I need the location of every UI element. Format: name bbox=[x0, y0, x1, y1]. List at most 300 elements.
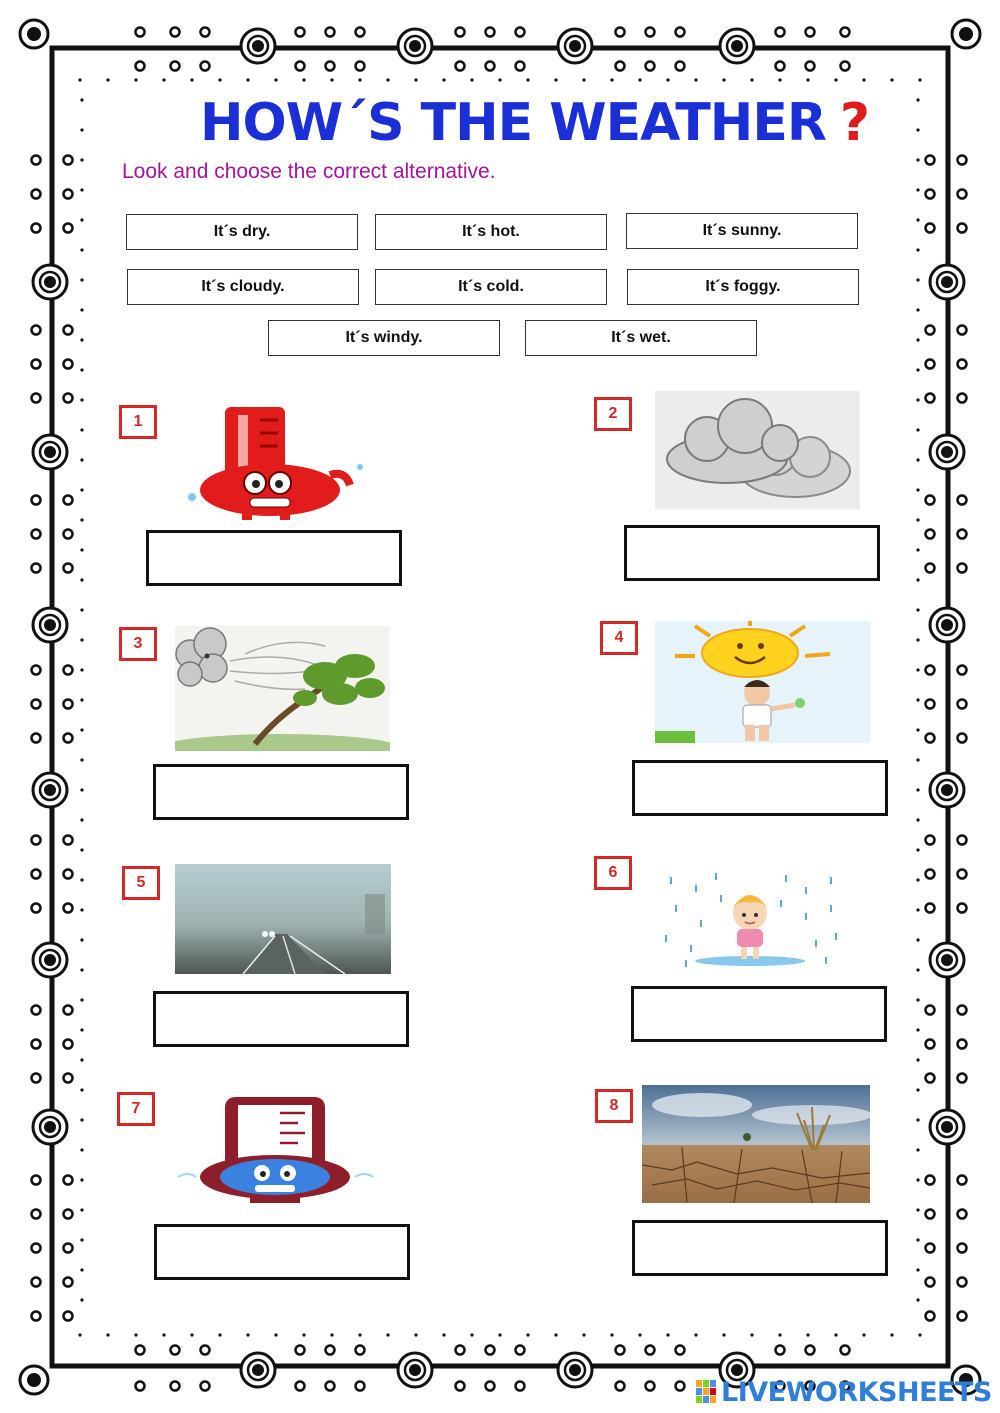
border-dot bbox=[676, 28, 685, 37]
border-dot bbox=[916, 698, 919, 701]
border-dot bbox=[274, 78, 277, 81]
border-eye bbox=[569, 1364, 581, 1376]
watermark-text: LIVEWORKSHEETS bbox=[721, 1376, 992, 1408]
border-dot bbox=[32, 666, 41, 675]
border-dot bbox=[778, 78, 781, 81]
border-dot bbox=[638, 1333, 641, 1336]
border-dot bbox=[958, 156, 967, 165]
border-dot bbox=[32, 530, 41, 539]
border-dot bbox=[498, 1333, 501, 1336]
option-windy: It´s windy. bbox=[268, 320, 500, 356]
border-dot bbox=[64, 360, 73, 369]
answer-box[interactable] bbox=[632, 760, 888, 816]
border-dot bbox=[841, 28, 850, 37]
border-dot bbox=[80, 1298, 83, 1301]
border-dot bbox=[80, 1118, 83, 1121]
border-dot bbox=[676, 62, 685, 71]
border-dot bbox=[916, 278, 919, 281]
border-dot bbox=[326, 28, 335, 37]
border-dot bbox=[916, 248, 919, 251]
border-dot bbox=[750, 78, 753, 81]
border-dot bbox=[958, 904, 967, 913]
option-hot: It´s hot. bbox=[375, 214, 607, 250]
border-dot bbox=[414, 78, 417, 81]
border-dot bbox=[80, 308, 83, 311]
item-number: 2 bbox=[594, 397, 632, 431]
border-dot bbox=[64, 1074, 73, 1083]
border-dot bbox=[958, 734, 967, 743]
border-dot bbox=[916, 398, 919, 401]
border-dot bbox=[64, 326, 73, 335]
border-dot bbox=[916, 908, 919, 911]
border-dot bbox=[958, 564, 967, 573]
border-eye bbox=[252, 40, 264, 52]
border-dot bbox=[958, 1278, 967, 1287]
border-dot bbox=[64, 224, 73, 233]
border-dot bbox=[80, 98, 83, 101]
border-dot bbox=[916, 758, 919, 761]
border-dot bbox=[916, 638, 919, 641]
item-number: 7 bbox=[117, 1092, 155, 1126]
border-dot bbox=[80, 1238, 83, 1241]
border-dot bbox=[862, 1333, 865, 1336]
sun-boy-icon bbox=[655, 621, 870, 743]
border-dot bbox=[32, 1074, 41, 1083]
corner-ornament bbox=[27, 1373, 41, 1387]
border-dot bbox=[80, 728, 83, 731]
item-number: 6 bbox=[594, 856, 632, 890]
raindrop bbox=[690, 945, 692, 952]
answer-box[interactable] bbox=[632, 1220, 888, 1276]
border-dot bbox=[806, 62, 815, 71]
border-dot bbox=[80, 1028, 83, 1031]
border-dot bbox=[516, 1382, 525, 1391]
border-dot bbox=[916, 308, 919, 311]
border-dot bbox=[80, 668, 83, 671]
border-dot bbox=[32, 1278, 41, 1287]
border-dot bbox=[666, 1333, 669, 1336]
border-dot bbox=[386, 1333, 389, 1336]
border-dot bbox=[916, 218, 919, 221]
border-dot bbox=[64, 530, 73, 539]
border-dot bbox=[916, 128, 919, 131]
border-dot bbox=[246, 78, 249, 81]
border-dot bbox=[171, 62, 180, 71]
border-dot bbox=[862, 78, 865, 81]
border-dot bbox=[296, 1382, 305, 1391]
border-dot bbox=[201, 28, 210, 37]
border-dot bbox=[516, 28, 525, 37]
border-dot bbox=[442, 1333, 445, 1336]
raindrop bbox=[805, 913, 807, 920]
border-dot bbox=[64, 564, 73, 573]
border-dot bbox=[582, 1333, 585, 1336]
border-dot bbox=[136, 1382, 145, 1391]
border-dot bbox=[916, 1298, 919, 1301]
border-dot bbox=[776, 1346, 785, 1355]
border-dot bbox=[386, 78, 389, 81]
border-dot bbox=[554, 1333, 557, 1336]
border-dot bbox=[916, 158, 919, 161]
border-dot bbox=[916, 1268, 919, 1271]
border-dot bbox=[32, 394, 41, 403]
border-dot bbox=[302, 78, 305, 81]
border-dot bbox=[616, 62, 625, 71]
border-dot bbox=[610, 78, 613, 81]
border-dot bbox=[80, 1148, 83, 1151]
border-dot bbox=[926, 496, 935, 505]
border-dot bbox=[916, 848, 919, 851]
border-dot bbox=[32, 836, 41, 845]
border-dot bbox=[776, 28, 785, 37]
border-dot bbox=[926, 530, 935, 539]
border-eye bbox=[44, 954, 56, 966]
border-dot bbox=[64, 190, 73, 199]
border-dot bbox=[64, 1244, 73, 1253]
border-dot bbox=[834, 78, 837, 81]
watermark bbox=[695, 1375, 992, 1409]
answer-box[interactable] bbox=[153, 764, 409, 820]
border-dot bbox=[32, 326, 41, 335]
border-eye bbox=[44, 276, 56, 288]
border-dot bbox=[80, 278, 83, 281]
answer-box[interactable] bbox=[154, 1224, 410, 1280]
border-dot bbox=[916, 968, 919, 971]
border-eye bbox=[731, 40, 743, 52]
border-dot bbox=[926, 870, 935, 879]
border-dot bbox=[80, 698, 83, 701]
border-dot bbox=[296, 62, 305, 71]
border-dot bbox=[80, 218, 83, 221]
border-dot bbox=[32, 1210, 41, 1219]
border-eye bbox=[569, 40, 581, 52]
border-dot bbox=[646, 62, 655, 71]
border-dot bbox=[616, 1382, 625, 1391]
border-dot bbox=[646, 1346, 655, 1355]
border-dot bbox=[958, 836, 967, 845]
border-dot bbox=[916, 668, 919, 671]
border-dot bbox=[916, 1238, 919, 1241]
border-dot bbox=[841, 1346, 850, 1355]
border-dot bbox=[80, 488, 83, 491]
border-dot bbox=[356, 28, 365, 37]
border-eye bbox=[44, 784, 56, 796]
raindrop bbox=[715, 873, 717, 880]
border-eye bbox=[44, 619, 56, 631]
border-dot bbox=[676, 1346, 685, 1355]
border-dot bbox=[926, 156, 935, 165]
border-dot bbox=[486, 1346, 495, 1355]
border-dot bbox=[916, 458, 919, 461]
border-dot bbox=[201, 1346, 210, 1355]
border-dot bbox=[456, 1346, 465, 1355]
border-dot bbox=[958, 496, 967, 505]
border-dot bbox=[890, 78, 893, 81]
border-dot bbox=[841, 62, 850, 71]
border-eye bbox=[941, 276, 953, 288]
border-dot bbox=[958, 326, 967, 335]
border-dot bbox=[64, 666, 73, 675]
border-dot bbox=[926, 1074, 935, 1083]
border-dot bbox=[302, 1333, 305, 1336]
border-dot bbox=[134, 1333, 137, 1336]
border-eye bbox=[409, 1364, 421, 1376]
border-dot bbox=[78, 78, 81, 81]
border-dot bbox=[456, 62, 465, 71]
border-dot bbox=[958, 1040, 967, 1049]
border-dot bbox=[80, 1268, 83, 1271]
border-dot bbox=[32, 496, 41, 505]
border-dot bbox=[32, 904, 41, 913]
border-dot bbox=[926, 1244, 935, 1253]
border-dot bbox=[918, 78, 921, 81]
border-dot bbox=[218, 78, 221, 81]
border-dot bbox=[80, 1178, 83, 1181]
border-dot bbox=[64, 1040, 73, 1049]
raindrop bbox=[700, 920, 702, 927]
border-eye bbox=[941, 446, 953, 458]
corner-ornament bbox=[27, 27, 41, 41]
border-dot bbox=[926, 836, 935, 845]
border-dot bbox=[916, 428, 919, 431]
border-dot bbox=[958, 1176, 967, 1185]
border-dot bbox=[486, 1382, 495, 1391]
answer-box[interactable] bbox=[153, 991, 409, 1047]
liveworksheets-logo-icon bbox=[695, 1379, 717, 1405]
option-cold: It´s cold. bbox=[375, 269, 607, 305]
border-dot bbox=[926, 360, 935, 369]
border-eye bbox=[941, 619, 953, 631]
border-dot bbox=[201, 1382, 210, 1391]
border-dot bbox=[554, 78, 557, 81]
border-dot bbox=[80, 548, 83, 551]
border-dot bbox=[926, 1278, 935, 1287]
border-dot bbox=[32, 1176, 41, 1185]
border-dot bbox=[722, 1333, 725, 1336]
option-dry: It´s dry. bbox=[126, 214, 358, 250]
raindrop bbox=[805, 887, 807, 894]
border-dot bbox=[80, 998, 83, 1001]
border-dot bbox=[442, 78, 445, 81]
border-dot bbox=[64, 156, 73, 165]
border-dot bbox=[926, 394, 935, 403]
border-dot bbox=[926, 1210, 935, 1219]
border-dot bbox=[80, 398, 83, 401]
border-dot bbox=[32, 1040, 41, 1049]
border-dot bbox=[958, 666, 967, 675]
border-dot bbox=[516, 62, 525, 71]
border-dot bbox=[64, 496, 73, 505]
border-dot bbox=[201, 62, 210, 71]
item-number: 5 bbox=[122, 866, 160, 900]
border-dot bbox=[646, 28, 655, 37]
border-dot bbox=[926, 564, 935, 573]
answer-box[interactable] bbox=[624, 525, 880, 581]
border-dot bbox=[926, 904, 935, 913]
border-eye bbox=[409, 40, 421, 52]
border-dot bbox=[64, 904, 73, 913]
border-dot bbox=[80, 1058, 83, 1061]
border-dot bbox=[676, 1382, 685, 1391]
border-dot bbox=[32, 700, 41, 709]
border-dot bbox=[162, 1333, 165, 1336]
dry-land-icon bbox=[642, 1085, 870, 1203]
border-dot bbox=[106, 1333, 109, 1336]
border-dot bbox=[80, 338, 83, 341]
border-dot bbox=[32, 156, 41, 165]
border-dot bbox=[926, 734, 935, 743]
border-dot bbox=[80, 758, 83, 761]
border-dot bbox=[916, 338, 919, 341]
border-dot bbox=[926, 326, 935, 335]
border-dot bbox=[32, 734, 41, 743]
option-foggy: It´s foggy. bbox=[627, 269, 859, 305]
border-dot bbox=[722, 78, 725, 81]
border-dot bbox=[80, 368, 83, 371]
border-dot bbox=[916, 548, 919, 551]
border-dot bbox=[890, 1333, 893, 1336]
raindrop bbox=[675, 905, 677, 912]
corner-ornament bbox=[959, 27, 973, 41]
border-dot bbox=[358, 78, 361, 81]
border-dot bbox=[926, 700, 935, 709]
border-dot bbox=[80, 608, 83, 611]
border-dot bbox=[806, 1346, 815, 1355]
border-dot bbox=[958, 190, 967, 199]
raindrop bbox=[665, 935, 667, 942]
border-dot bbox=[646, 1382, 655, 1391]
border-dot bbox=[958, 224, 967, 233]
border-dot bbox=[106, 78, 109, 81]
border-dot bbox=[80, 188, 83, 191]
border-dot bbox=[80, 128, 83, 131]
border-dot bbox=[136, 28, 145, 37]
border-dot bbox=[486, 28, 495, 37]
border-dot bbox=[171, 28, 180, 37]
border-dot bbox=[582, 78, 585, 81]
border-dot bbox=[916, 1058, 919, 1061]
border-dot bbox=[64, 1278, 73, 1287]
raindrop bbox=[685, 960, 687, 967]
border-dot bbox=[958, 1074, 967, 1083]
border-dot bbox=[916, 998, 919, 1001]
border-dot bbox=[526, 1333, 529, 1336]
border-dot bbox=[80, 428, 83, 431]
border-dot bbox=[78, 1333, 81, 1336]
border-dot bbox=[926, 1040, 935, 1049]
border-dot bbox=[80, 848, 83, 851]
border-dot bbox=[526, 78, 529, 81]
raindrop bbox=[780, 900, 782, 907]
border-dot bbox=[926, 666, 935, 675]
border-dot bbox=[64, 1006, 73, 1015]
border-dot bbox=[916, 188, 919, 191]
border-dot bbox=[32, 1312, 41, 1321]
border-dot bbox=[162, 78, 165, 81]
border-dot bbox=[32, 1006, 41, 1015]
border-dot bbox=[958, 530, 967, 539]
border-dot bbox=[806, 28, 815, 37]
border-dot bbox=[486, 62, 495, 71]
raindrop bbox=[785, 875, 787, 882]
border-dot bbox=[834, 1333, 837, 1336]
border-dot bbox=[916, 488, 919, 491]
border-dot bbox=[916, 1148, 919, 1151]
border-dot bbox=[171, 1346, 180, 1355]
border-dot bbox=[958, 870, 967, 879]
border-dot bbox=[326, 1346, 335, 1355]
border-dot bbox=[32, 224, 41, 233]
border-dot bbox=[190, 78, 193, 81]
border-dot bbox=[64, 1312, 73, 1321]
raindrop bbox=[835, 933, 837, 940]
answer-box[interactable] bbox=[631, 986, 887, 1042]
border-dot bbox=[414, 1333, 417, 1336]
instructions: Look and choose the correct alternative. bbox=[122, 160, 496, 183]
foggy-road-icon bbox=[175, 864, 391, 974]
border-dot bbox=[498, 78, 501, 81]
border-dot bbox=[32, 190, 41, 199]
border-dot bbox=[958, 1312, 967, 1321]
border-dot bbox=[32, 1244, 41, 1253]
border-eye bbox=[941, 784, 953, 796]
border-dot bbox=[64, 394, 73, 403]
border-dot bbox=[80, 1208, 83, 1211]
border-dot bbox=[778, 1333, 781, 1336]
border-dot bbox=[958, 394, 967, 403]
border-dot bbox=[326, 62, 335, 71]
border-dot bbox=[171, 1382, 180, 1391]
answer-box[interactable] bbox=[146, 530, 402, 586]
border-dot bbox=[776, 62, 785, 71]
border-dot bbox=[916, 578, 919, 581]
border-eye bbox=[44, 1121, 56, 1133]
raindrop bbox=[825, 957, 827, 964]
border-dot bbox=[64, 1176, 73, 1185]
border-dot bbox=[616, 28, 625, 37]
border-dot bbox=[136, 1346, 145, 1355]
border-dot bbox=[958, 700, 967, 709]
border-dot bbox=[64, 836, 73, 845]
border-dot bbox=[64, 734, 73, 743]
border-dot bbox=[638, 78, 641, 81]
option-sunny: It´s sunny. bbox=[626, 213, 858, 249]
item-number: 1 bbox=[119, 405, 157, 439]
border-dot bbox=[456, 1382, 465, 1391]
hot-thermometer-icon bbox=[180, 405, 370, 520]
border-dot bbox=[330, 78, 333, 81]
question-mark: ? bbox=[839, 93, 870, 153]
border-dot bbox=[916, 1028, 919, 1031]
border-dot bbox=[806, 78, 809, 81]
border-dot bbox=[958, 1210, 967, 1219]
border-eye bbox=[44, 446, 56, 458]
page-title: HOW´S THE WEATHER ? bbox=[200, 93, 870, 153]
border-dot bbox=[80, 518, 83, 521]
border-dot bbox=[958, 1006, 967, 1015]
border-dot bbox=[916, 878, 919, 881]
border-eye bbox=[941, 954, 953, 966]
border-dot bbox=[80, 458, 83, 461]
border-dot bbox=[136, 62, 145, 71]
border-dot bbox=[274, 1333, 277, 1336]
border-dot bbox=[916, 788, 919, 791]
border-dot bbox=[926, 224, 935, 233]
border-eye bbox=[252, 1364, 264, 1376]
border-dot bbox=[916, 98, 919, 101]
item-number: 4 bbox=[600, 621, 638, 655]
border-dot bbox=[358, 1333, 361, 1336]
